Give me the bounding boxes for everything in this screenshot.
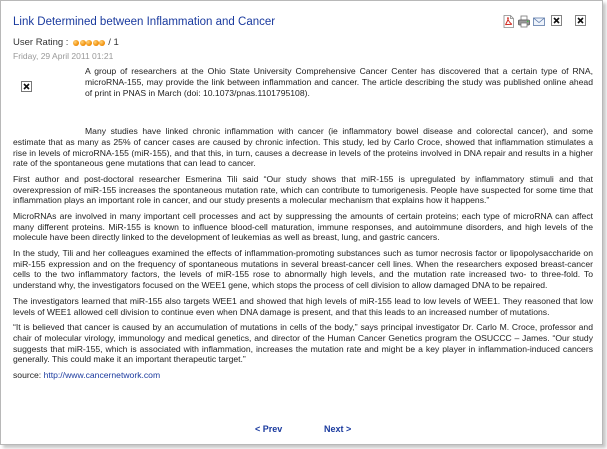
broken-image-icon[interactable] xyxy=(551,15,562,28)
source-link[interactable]: http://www.cancernetwork.com xyxy=(43,369,161,380)
pdf-icon[interactable] xyxy=(503,15,514,28)
rating-suffix: / 1 xyxy=(108,37,119,48)
article-date: Friday, 29 April 2011 01:21 xyxy=(13,51,114,61)
article-source xyxy=(13,370,593,381)
article-paragraph: The investigators learned that miR-155 also targets WEE1 and showed that high levels of miR-155 lead to low levels of WEE1. They reasoned that low levels of WEE1 allowed cell division to continue even when DNA damage is present, and that this leads to an increased number of mutations. xyxy=(13,295,593,317)
user-rating xyxy=(13,37,119,49)
article-paragraph: In the study, Tili and her colleagues examined the effects of inflammation-promoting substances such as tumor necrosis factor or lipopolysaccharide on miR-155 expression and on the frequency of spontaneous mutations in several breast-cancer cell lines. When the researchers exposed breast-cancer cells to the two inflammatory factors, the levels of miR-155 rose to abnormally high levels, and the mutation rate increased two- to three-fold. To understand why, the investigators focused on the WEE1 gene, which stops the process of cell division to allow damaged DNA to be repaired. xyxy=(13,247,593,291)
article-paragraph: “It is believed that cancer is caused by an accumulation of mutations in cells of the body,” says principal investigator Dr. Carlo M. Croce, professor and chair of molecular virology, immunology and medical genetics, and director of the Human Cancer Genetics program the OSUCCC – James. “Our study suggests that miR-155, which is associated with inflammation, increases the mutation rate and might be a key player in inflammation-induced cancers generally. This could make it an important therapeutic target.” xyxy=(13,321,593,365)
print-icon[interactable] xyxy=(518,15,529,28)
article-paragraph: Many studies have linked chronic inflammation with cancer (ie inflammatory bowel disease and colorectal cancer), and some estimate that as many as 25% of cancer cases are caused by chronic infection. This study, led by Carlo Croce, showed that inflammation stimulates a rise in levels of microRNA-155 (miR-155), and that this, in turn, causes a decrease in levels of the proteins involved in DNA repair and results in a higher rate of the spontaneous gene mutations that can lead to cancer. xyxy=(13,125,593,169)
email-icon[interactable] xyxy=(533,15,544,28)
article-paragraph: First author and post-doctoral researcher Esmerina Tili said “Our study shows that miR-155 is upregulated by inflammatory stimuli and that overexpression of miR-155 increases the spontaneous mutation rate, which can contribute to tumorigenesis. People have suspected for some time that inflammation plays an important role in cancer, and our study presents a molecular mechanism that explains how it happens.” xyxy=(13,173,593,206)
rating-stars xyxy=(73,38,106,49)
next-page-link[interactable]: Next > xyxy=(324,424,352,434)
article-body xyxy=(13,66,593,385)
rating-star-icon xyxy=(80,40,86,46)
article-paragraph: A group of researchers at the Ohio State University Comprehensive Cancer Center has discovered that a certain type of RNA, microRNA-155, may provide the link between inflammation and cancer. The article describing the study was published online ahead of print in PNAS in March (doi: 10.1073/pnas.1101795108). xyxy=(85,66,593,98)
source-label: source: xyxy=(13,369,42,380)
rating-star-icon xyxy=(99,40,105,46)
rating-star-icon xyxy=(86,40,92,46)
prev-page-link[interactable]: < Prev xyxy=(255,424,283,434)
broken-image-icon[interactable] xyxy=(575,15,586,28)
rating-label: User Rating : xyxy=(13,37,69,48)
rating-star-icon xyxy=(93,40,99,46)
rating-star-icon xyxy=(73,40,79,46)
article-paragraph: MicroRNAs are involved in many important cell processes and act by suppressing the amounts of certain proteins; each type of microRNA can affect many different proteins. MiR-155 is known to influence blood-cell maturation, immune responses, and autoimmune disorders, and high levels of the molecule have been directly linked to the development of leukemias as well as breast, lung, and gastric cancers. xyxy=(13,210,593,243)
article-title[interactable]: Link Determined between Inflammation and Cancer xyxy=(13,16,276,28)
